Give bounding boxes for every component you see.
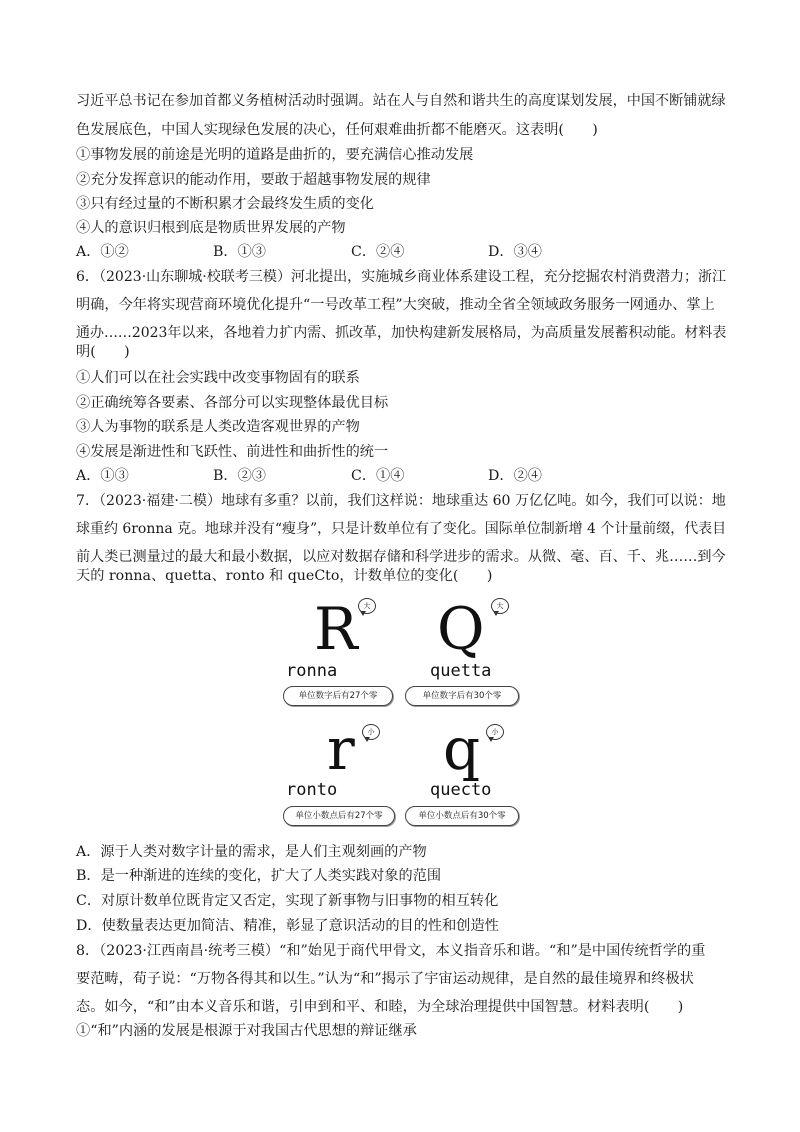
speech-bubble-small: 小 (362, 724, 380, 740)
speech-bubble-large: 大 (358, 598, 376, 614)
q8-statement-1: ①“和”内涵的发展是根源于对我国古代思想的辩证继承 (76, 1023, 417, 1039)
q6-option-c[interactable]: C．①④ (351, 468, 405, 484)
q7-line-1: 7．（2023·福建·二模）地球有多重？以前，我们这样说：地球重达 60 万亿亿吨。如今，我们可以说：地 (76, 493, 726, 509)
unit-name-ronna: ronna (286, 661, 338, 681)
q6-option-b[interactable]: B．②③ (213, 468, 266, 484)
q5-statement-2: ②充分发挥意识的能动作用，要敢于超越事物发展的规律 (76, 172, 431, 188)
q8-line-1: 8．（2023·江西南昌·统考三模）“和”始见于商代甲骨文，本义指音乐和谐。“和”是中国传统哲学的重 (76, 943, 706, 959)
unit-name-quetta: quetta (430, 661, 492, 681)
q5-line-2: 色发展底色，中国人实现绿色发展的决心，任何艰难曲折都不能磨灭。这表明( ) (76, 122, 598, 138)
q5-option-b[interactable]: B．①③ (213, 244, 266, 260)
q6-line-2: 明确，今年将实现营商环境优化提升“一号改革工程”大突破，推动全省全领域政务服务一网通办、掌上 (76, 297, 715, 313)
q7-line-2: 球重约 6ronna 克。地球并没有“瘦身”，只是计数单位有了变化。国际单位制新增 4 个计量前缀，代表目 (76, 521, 727, 537)
q7-line-3: 前人类已测量过的最大和最小数据，以应对数据存储和科学进步的需求。从微、毫、百、千、兆……到今 (76, 549, 726, 565)
unit-note-quecto: 单位小数点后有30个零 (405, 806, 519, 826)
prefix-letter-R: R (314, 595, 358, 663)
q7-line-4: 天的 ronna、quetta、ronto 和 queCto，计数单位的变化( ) (76, 568, 493, 584)
q7-option-a[interactable]: A．源于人类对数字计量的需求，是人们主观刻画的产物 (76, 844, 427, 860)
q5-line-1: 习近平总书记在参加首都义务植树活动时强调。站在人与自然和谐共生的高度谋划发展，中国不断铺就绿 (76, 93, 726, 109)
q6-statement-2: ②正确统筹各要素、各部分可以实现整体最优目标 (76, 395, 389, 411)
prefix-letter-r: r (327, 715, 355, 783)
prefix-letter-q: q (443, 715, 481, 783)
q5-option-d[interactable]: D．③④ (488, 244, 542, 260)
q5-option-a[interactable]: A．①② (76, 244, 129, 260)
q6-statement-3: ③人为事物的联系是人类改造客观世界的产物 (76, 419, 360, 435)
unit-name-quecto: quecto (430, 780, 492, 800)
si-prefix-figure (280, 594, 524, 834)
speech-bubble-tail (488, 737, 494, 742)
unit-note-ronto: 单位小数点后有27个零 (283, 806, 395, 826)
q6-statement-1: ①人们可以在社会实践中改变事物固有的联系 (76, 370, 360, 386)
speech-bubble-small: 小 (486, 724, 504, 740)
speech-bubble-tail (364, 737, 370, 742)
unit-note-ronna: 单位数字后有27个零 (283, 686, 393, 706)
speech-bubble-large: 大 (491, 598, 509, 614)
q5-statement-1: ①事物发展的前途是光明的道路是曲折的，要充满信心推动发展 (76, 147, 474, 163)
unit-name-ronto: ronto (286, 780, 338, 800)
q7-option-d[interactable]: D．使数量表达更加简洁、精准，彰显了意识活动的目的性和创造性 (76, 918, 499, 934)
q6-option-d[interactable]: D．②④ (488, 468, 542, 484)
q7-option-c[interactable]: C．对原计数单位既肯定又否定，实现了新事物与旧事物的相互转化 (76, 893, 499, 909)
q6-line-4: 明( ) (76, 344, 130, 360)
q5-statement-4: ④人的意识归根到底是物质世界发展的产物 (76, 220, 346, 236)
q5-option-c[interactable]: C．②④ (351, 244, 405, 260)
q6-line-1: 6．（2023·山东聊城·校联考三模）河北提出，实施城乡商业体系建设工程，充分挖掘农村消费潜力；浙江 (76, 269, 727, 285)
q8-line-3: 态。如今，“和”由本义音乐和谐，引申到和平、和睦，为全球治理提供中国智慧。材料表明( ) (76, 999, 684, 1015)
q5-statement-3: ③只有经过量的不断积累才会最终发生质的变化 (76, 196, 374, 212)
speech-bubble-tail (360, 611, 366, 616)
q6-option-a[interactable]: A．①③ (76, 468, 129, 484)
q7-option-b[interactable]: B．是一种渐进的连续的变化，扩大了人类实践对象的范围 (76, 868, 442, 884)
prefix-letter-Q: Q (437, 595, 485, 663)
unit-note-quetta: 单位数字后有30个零 (405, 686, 519, 706)
q6-line-3: 通办……2023年以来，各地着力扩内需、抓改革，加快构建新发展格局，为高质量发展蓄积动能。材料表 (76, 325, 727, 341)
q8-line-2: 要范畴，荀子说：“万物各得其和以生。”认为“和”揭示了宇宙运动规律，是自然的最佳境界和终极状 (76, 971, 694, 987)
speech-bubble-tail (493, 611, 499, 616)
q6-statement-4: ④发展是渐进性和飞跃性、前进性和曲折性的统一 (76, 444, 389, 460)
